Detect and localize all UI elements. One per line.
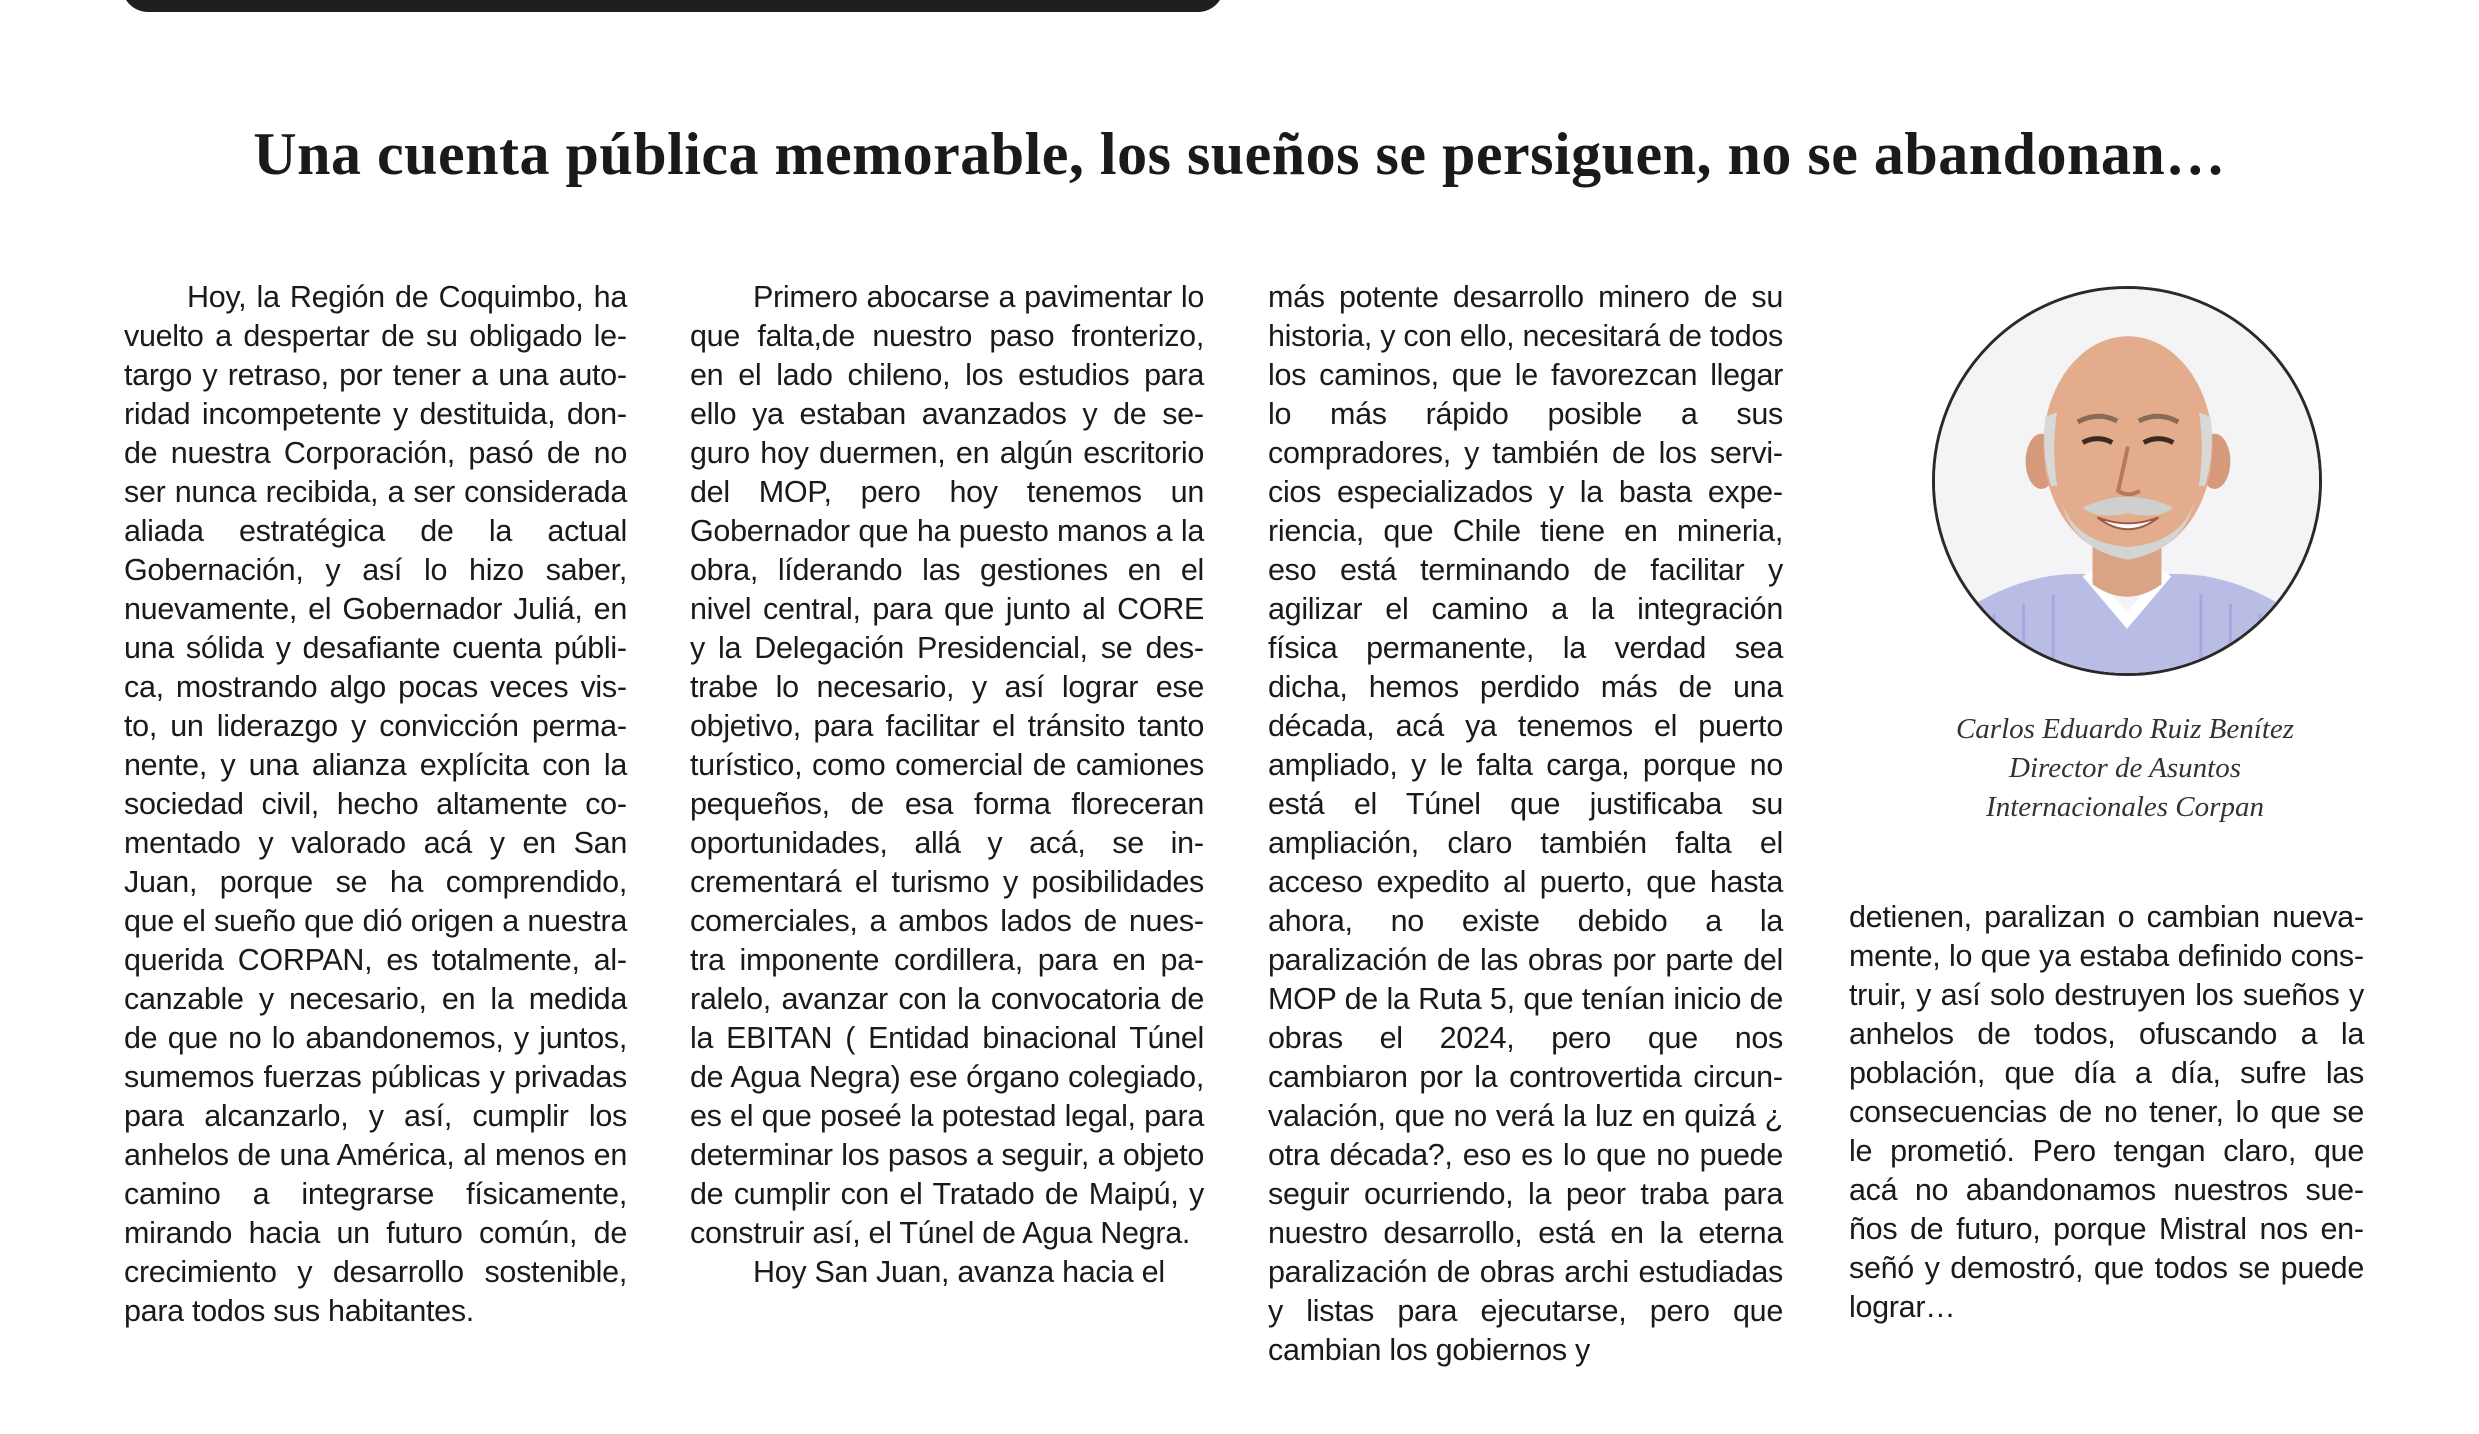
column-3-paragraph: más potente desarrollo minero de su historia, y con ello, necesitará de todos los caminos, que le favorezcan llegar lo más rápido posible a sus compradores, y también de los servicios especializados y la basta experiencia, que Chile tiene en mineria, eso está terminando de facilitar y agilizar el camino a la integración física permanente, la verdad sea dicha, hemos perdido más de una década, acá ya tenemos el puerto ampliado, y le falta carga, porque no está el Túnel que justificaba su ampliación, claro también falta el acceso expedito al puerto, que hasta ahora, no existe debido a la paralización de las obras por parte del MOP de la Ruta 5, que tenían inicio de obras el 2024, pero que nos cambiaron por la controvertida circunvalación, que no verá la luz en quizá ¿ otra década?, eso es lo que no puede seguir ocurriendo, la peor traba para nuestro desarrollo, está en la eterna paralización de obras archi estudiadas y listas para ejecutarse, pero que cambian los gobiernos y <box>1268 280 1783 1367</box>
author-portrait-illustration <box>1935 289 2319 673</box>
article-column-4 <box>1849 898 2364 1327</box>
top-decorative-bar <box>122 0 1224 12</box>
author-name: Carlos Eduardo Ruiz Benítez <box>1955 713 2295 745</box>
article-headline: Una cuenta pública memorable, los sueños se persiguen, no se abandonan… <box>253 121 2226 187</box>
article-column-2 <box>690 278 1204 1292</box>
column-4-paragraph: detienen, paralizan o cambian nuevamente, lo que ya estaba definido construir, y así solo destruyen los sueños y anhelos de todos, ofuscando a la población, que día a día, sufre las consecuencias de no tener, lo que se le prometió. Pero tengan claro, que acá no abandonamos nuestros sueños de futuro, porque Mistral nos enseñó y demostró, que todos se puede lograr… <box>1849 900 2364 1324</box>
author-caption <box>1880 710 2370 827</box>
column-1-paragraph: Hoy, la Región de Coquimbo, ha vuelto a despertar de su obligado letargo y retraso, por tener a una autoridad incompetente y destituida, donde nuestra Corporación, pasó de no ser nunca recibida, a ser considerada aliada estratégica de la actual Gobernación, y así lo hizo saber, nuevamente, el Gobernador Juliá, en una sólida y desafiante cuenta pública, mostrando algo pocas veces visto, un liderazgo y convicción permanente, y una alianza explícita con la sociedad civil, hecho altamente comentado y valorado acá y en San Juan, porque se ha comprendido, que el sueño que dió origen a nuestra querida CORPAN, es totalmente, alcanzable y necesario, en la medida de que no lo abandonemos, y juntos, sumemos fuerzas públicas y privadas para alcanzarlo, y así, cumplir los anhelos de una América, al menos en camino a integrarse físicamente, mirando hacia un futuro común, de crecimiento y desarrollo sostenible, para todos sus habitantes. <box>124 280 627 1328</box>
author-title-line-2: Internacionales Corpan <box>1986 791 2264 823</box>
article-column-3 <box>1268 278 1783 1370</box>
author-portrait <box>1932 286 2322 676</box>
author-title-line-1: Director de Asuntos <box>2009 752 2241 784</box>
column-2-paragraph-1: Primero abocarse a pavimentar lo que falta,de nuestro paso fronterizo, en el lado chileno, los estudios para ello ya estaban avanzados y de seguro hoy duermen, en algún escritorio del MOP, pero hoy tenemos un Gobernador que ha puesto manos a la obra, líderando las gestiones en el nivel central, para que junto al CORE y la Delegación Presidencial, se destrabe lo necesario, y así lograr ese objetivo, para facilitar el tránsito tanto turístico, como comercial de camiones pequeños, de esa forma floreceran oportunidades, allá y acá, se incrementará el turismo y posibilidades comerciales, a ambos lados de nuestra imponente cordillera, para en paralelo, avanzar con la convocatoria de la EBITAN ( Entidad binacional Túnel de Agua Negra) ese órgano colegiado, es el que poseé la potestad legal, para determinar los pasos a seguir, a objeto de cumplir con el Tratado de Maipú, y construir así, el Túnel de Agua Negra. <box>690 280 1204 1250</box>
column-2-paragraph-2: Hoy San Juan, avanza hacia el <box>753 1255 1165 1289</box>
article-column-1 <box>124 278 627 1331</box>
